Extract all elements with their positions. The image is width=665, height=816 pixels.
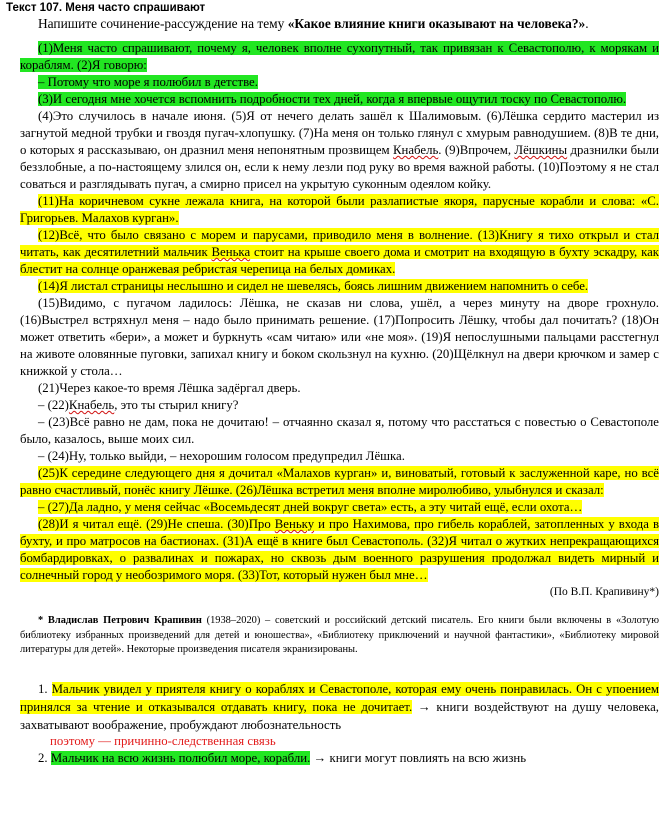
text-title: Текст 107. Меня часто спрашивают xyxy=(6,2,206,14)
answer-2-conclusion: → книги могут повлиять на всю жизнь xyxy=(310,750,527,765)
word-lyoshkiny: Лёшкины xyxy=(514,143,568,157)
paragraph-23: – (23)Всё равно не дам, пока не дочитаю! – отчаянно сказал я, потому что расстаться с повестью о Севастополе было, казалось, выше моих сил. xyxy=(20,415,659,446)
sentence-12b: стоит на крыше своего дома и смотрит на входящую в бухту эскадру, как блестит на солнце оранжевая ребристая черепица на белых домиках. xyxy=(20,245,660,276)
task-statement xyxy=(38,16,659,32)
paragraph-1 xyxy=(20,40,659,74)
author-bio xyxy=(20,614,659,658)
paragraph-27 xyxy=(20,499,659,516)
answer-2-highlight: Мальчик на всю жизнь полюбил море, корабли. xyxy=(50,750,311,765)
sentence-12a: (12)Всё, что было связано с морем и парусами, приводило меня в волнение. (13)Книгу я тихо открыл и стал читать, как десятилетний мальчик xyxy=(20,228,659,259)
paragraph-11 xyxy=(20,193,659,227)
answer-1-highlight: Мальчик увидел у приятеля книгу о кораблях и Севастополе, которая ему очень понравилась. Он с упоением принялся за чтение и отказывался отдавать книгу, пока не дочитает. xyxy=(20,681,660,714)
paragraph-22: – (22)Кнабель, это ты стырил книгу? xyxy=(38,398,239,412)
answer-2: 2. Мальчик на всю жизнь полюбил море, корабли. → книги могут повлиять на всю жизнь xyxy=(38,750,527,765)
word-knabel: Кнабель xyxy=(392,143,439,157)
paragraph-4: (4)Это случилось в начале июня. (5)Я от нечего делать зашёл к Шалимовым. (6)Лёшка сердито мастерил из загнутой медной трубки и гвоздя пугач-хлопушку. (7)На меня он только глянул с хмурым равнодушием. (8)В те дни, о которых я рассказываю, он дразнил меня непонятным прозвищем Кнабель. (9)Впрочем, Лёшкины дразнилки были беззлобные, а по-настоящему злился он, если к нему лезли под руку во время важной работы. (10)Поэтому я не стал соваться и разглядывать пугач, а смирно присел на укрытую суконным одеялом койку. xyxy=(20,109,659,191)
paragraph-15: (15)Видимо, с пугачом ладилось: Лёшка, не сказав ни слова, ушёл, а через минуту на дворе грохнуло. (16)Выстрел встряхнул меня – надо было принимать решение. (17)Попросить Лёшку, чтобы дал почитать? (18)Он может ответить «бери», а может и буркнуть «сам читаю» или «не моя». (19)Я непослушными пальцами расстегнул на животе оловянные пуговки, запихал книгу и боком скользнул на кухню. (20)Щёлкнул на двери крючком и замер с книжкой у стола… xyxy=(20,296,659,378)
sentence-28b: и про Нахимова, про гибель кораблей, затопленных у входа в бухту, и про матросов на бастионах. (31)А ещё в книге был Севастополь. (32)Я читал о жутких непрекращающихся бомбардировках, о развалинах и пожарах, но сквозь дым военного разрушения продолжал видеть мирный и солнечный город у необозримого моря. (33)Тот, который нужен был мне… xyxy=(20,517,660,582)
author-name: * Владислав Петрович Крапивин xyxy=(38,615,202,626)
paragraph-14 xyxy=(20,278,659,295)
word-venku: Веньку xyxy=(274,517,315,531)
sentence-28a: (28)И я читал ещё. (29)Не спеша. (30)Про xyxy=(38,517,275,531)
paragraph-1b xyxy=(20,74,659,91)
sentence-14: (14)Я листал страницы неслышно и сидел не шевелясь, боясь лишним движением напомнить о себе. xyxy=(38,279,589,293)
task-topic: «Какое влияние книги оказывают на человека?» xyxy=(287,16,586,31)
sentence-11: (11)На коричневом сукне лежала книга, на которой были разлапистые якоря, парусные корабли и слова: «С. Григорьев. Малахов курган». xyxy=(20,194,659,225)
paragraph-21: (21)Через какое-то время Лёшка задёргал дверь. xyxy=(38,381,301,395)
sentence-27: – (27)Да ладно, у меня сейчас «Восемьдесят дней вокруг света» есть, а эту читай ещё, если охота… xyxy=(38,500,583,514)
sentence-1: (1)Меня часто спрашивают, почему я, человек вполне сухопутный, так привязан к Севастополю, к морякам и кораблям. (2)Я говорю: xyxy=(20,41,659,72)
answer-1: 1. Мальчик увидел у приятеля книгу о кораблях и Севастополе, которая ему очень понравилась. Он с упоением принялся за чтение и отказывался отдавать книгу, пока не дочитает. → книги воздействуют на душу человека, захватывают воображение, пробуждают любознательность xyxy=(20,681,660,732)
paragraph-24: – (24)Ну, только выйди, – нехорошим голосом предупредил Лёшка. xyxy=(38,449,405,463)
source-attribution: (По В.П. Крапивину*) xyxy=(549,586,659,598)
answer-1-conclusion: → книги воздействуют на душу человека, захватывают воображение, пробуждают любознательность xyxy=(20,699,659,732)
author-bio-body: (1938–2020) – советский и российский детский писатель. Его книги были включены в «Золотую библиотеку избранных произведений для детей и юношества», «Библиотеку приключений и научной фантастики», «Библиотеку мировой литературы для детей». Некоторые произведения писателя экранизированы. xyxy=(20,615,660,655)
paragraph-28 xyxy=(20,516,659,584)
paragraph-12 xyxy=(20,227,659,278)
word-venka: Венька xyxy=(211,245,251,259)
word-knabel-2: Кнабель xyxy=(68,398,115,412)
sentence-3: (3)И сегодня мне хочется вспомнить подробности тех дней, когда я впервые ощутил тоску по Севастополю. xyxy=(38,92,627,106)
task-suffix: . xyxy=(585,16,589,31)
story-text xyxy=(20,40,659,600)
task-prefix: Напишите сочинение-рассуждение на тему xyxy=(38,16,288,31)
paragraph-3 xyxy=(20,91,659,108)
sentence-25: (25)К середине следующего дня я дочитал «Малахов курган» и, виноватый, готовый к заслуженной каре, но всё равно счастливый, понёс книгу Лёшке. (26)Лёшка встретил меня вполне миролюбиво, улыбнулся и сказал: xyxy=(20,466,659,497)
paragraph-25 xyxy=(20,465,659,499)
sentence-2-reply: – Потому что море я полюбил в детстве. xyxy=(38,75,258,89)
causal-note: поэтому — причинно-следственная связь xyxy=(50,733,276,748)
